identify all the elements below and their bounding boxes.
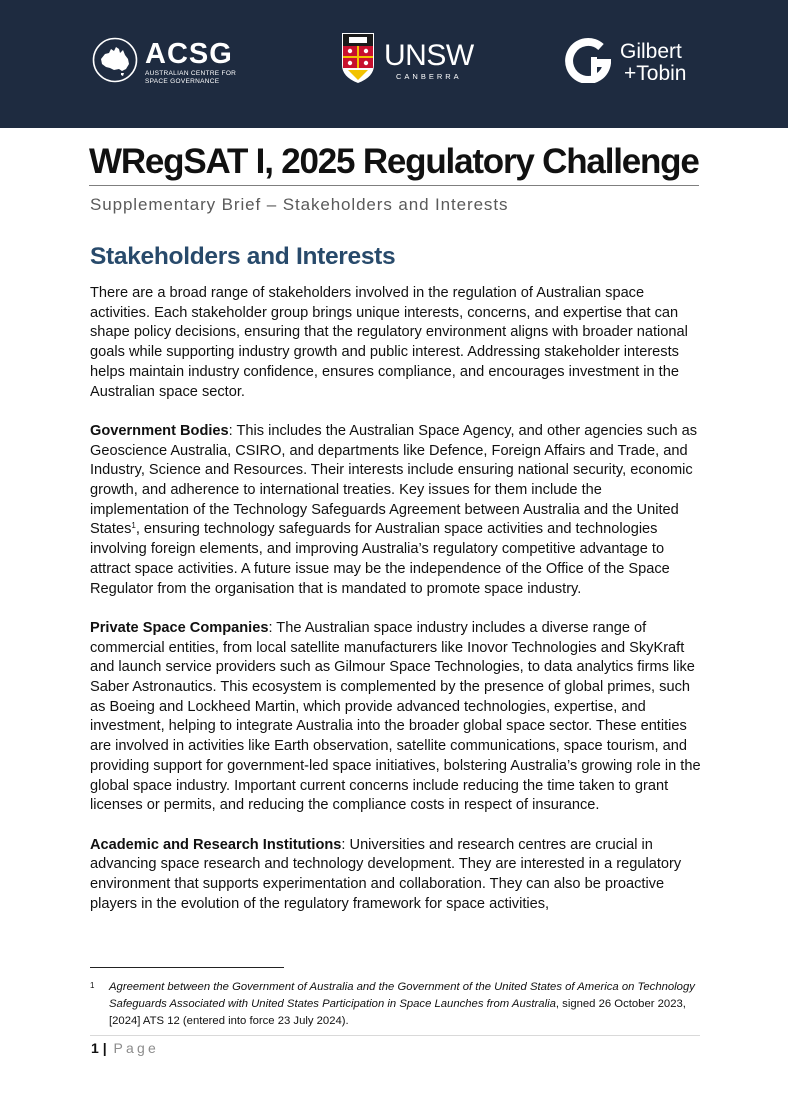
footer-divider <box>90 1035 700 1036</box>
footnote-ref[interactable]: 1 <box>131 521 136 531</box>
title-divider <box>89 185 699 186</box>
government-label: Government Bodies <box>90 422 229 439</box>
australia-map-icon <box>92 37 138 88</box>
private-text: : The Australian space industry includes a diverse range of commercial entities, from local satellite manufacturers like Inovor Technologies and SkyKraft and launch service providers such as Gilmour Space Technologies, to data analytics firms like Saber Astronautics. This ecosystem is complemented by the presence of global primes, such as Boeing and Lockheed Martin, which provide advanced technologies, expertise, and investment, helping to integrate Australia into the broader global space sector. These entities are involved in activities like Earth observation, satellite communications, space tourism, and providing support for government-led space initiatives, bolstering Australia’s growing role in the global space industry. Important current concerns include reducing the time taken to grant licenses or permits, and reducing the compliance costs in respect of insurance. <box>90 619 701 814</box>
footnote-divider <box>90 967 284 968</box>
footnote-rest: , signed 26 October 2023, [2024] ATS 12 (entered into force 23 July 2024). <box>109 998 686 1027</box>
unsw-sub: CANBERRA <box>395 71 462 81</box>
government-paragraph <box>90 422 702 599</box>
gilbert-tobin-logo <box>565 37 686 88</box>
acsg-sub-line1: AUSTRALIAN CENTRE FOR <box>145 69 237 77</box>
page-footer <box>91 1040 159 1056</box>
private-label: Private Space Companies <box>90 619 269 636</box>
government-text-b: , ensuring technology safeguards for Australian space activities and technologies involving foreign elements, and improving Australia’s regulatory competitive advantage to attract space activities. A future issue may be the independence of the Office of the Space Regulator from the organisation that is mandated to promote space industry. <box>90 521 670 597</box>
body-text <box>90 284 702 934</box>
unsw-crest-icon <box>340 31 376 90</box>
document-subtitle: Supplementary Brief – Stakeholders and Interests <box>90 195 509 214</box>
unsw-name: UNSW <box>384 38 474 72</box>
footnote-number: 1 <box>90 981 95 990</box>
section-heading: Stakeholders and Interests <box>90 243 396 270</box>
footnote <box>90 979 702 1030</box>
government-text-a: : This includes the Australian Space Agency, and other agencies such as Geoscience Australia, CSIRO, and departments like Defence, Foreign Affairs and Trade, and Industry, Science and Resources. Their interests include ensuring national security, economic growth, and adherence to international treaties. Key issues for them include the implementation of the Technology Safeguards Agreement between Australia and the United States <box>90 422 698 538</box>
page-label: Page <box>113 1040 159 1056</box>
gilbert-tobin-g-icon <box>565 37 611 88</box>
document-title: WRegSAT I, 2025 Regulatory Challenge <box>89 142 699 181</box>
header-banner <box>0 0 788 128</box>
acsg-name: ACSG <box>145 37 233 70</box>
gt-line1: Gilbert <box>620 39 682 63</box>
academic-paragraph <box>90 836 702 915</box>
footnote-citation: Agreement between the Government of Australia and the Government of the United States of America on Technology Safeguards Associated with United States Participation in Space Launches from Australia <box>109 981 695 1010</box>
page-separator: | <box>102 1040 107 1056</box>
gt-line2: +Tobin <box>624 61 687 85</box>
acsg-sub-line2: SPACE GOVERNANCE <box>145 77 220 85</box>
acsg-logo <box>92 37 236 88</box>
intro-paragraph: There are a broad range of stakeholders involved in the regulation of Australian space activities. Each stakeholder group brings unique interests, concerns, and expertise that can shape policy decisions, ensuring that the regulatory environment aligns with broader national goals while supporting industry growth and public interest. Addressing stakeholder interests helps maintain industry confidence, ensures compliance, and encourages investment in the Australian space sector. <box>90 285 688 400</box>
academic-text: : Universities and research centres are crucial in advancing space research and technology development. They are interested in a regulatory environment that supports experimentation and collaboration. They can also be proactive players in the evolution of the regulatory framework for space activities, <box>90 836 682 912</box>
academic-label: Academic and Research Institutions <box>90 836 342 853</box>
private-paragraph <box>90 619 702 816</box>
page-number: 1 <box>91 1040 99 1056</box>
unsw-logo <box>340 31 474 90</box>
